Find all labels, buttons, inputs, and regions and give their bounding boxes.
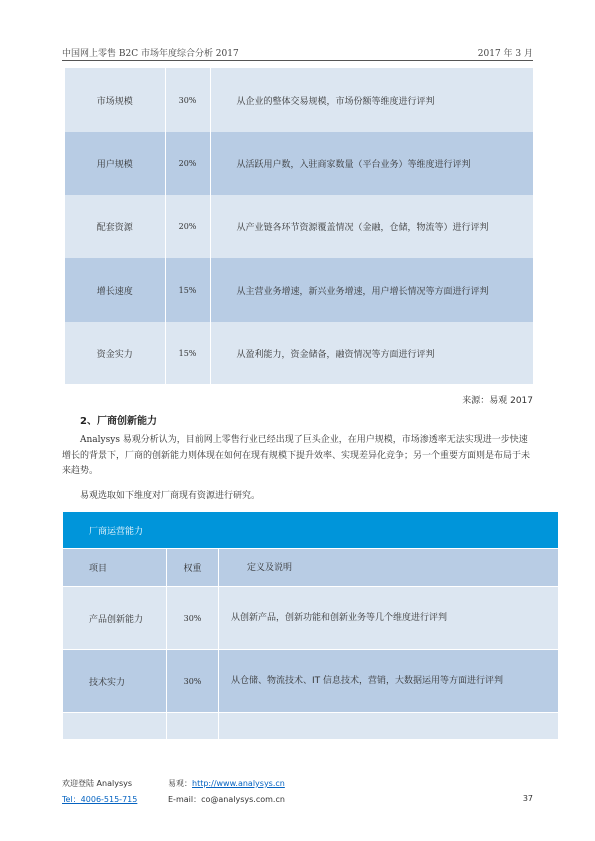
row-weight: 30% — [167, 650, 219, 713]
row-weight: 15% — [165, 258, 210, 322]
header-item: 项目 — [63, 549, 167, 587]
row-weight: 20% — [165, 132, 210, 195]
row-description: 从盈利能力，资金储备，融资情况等方面进行评判 — [210, 322, 533, 384]
row-description: 从主营业务增速，新兴业务增速，用户增长情况等方面进行评判 — [210, 258, 533, 322]
table-row — [63, 650, 559, 713]
row-item: 配套资源 — [65, 195, 165, 258]
header-title: 中国网上零售 B2C 市场年度综合分析 2017 — [62, 49, 239, 59]
website-link[interactable]: http://www.analysys.cn — [192, 779, 285, 788]
row-description: 从企业的整体交易规模，市场份额等维度进行评判 — [210, 68, 533, 132]
row-item: 资金实力 — [65, 322, 165, 384]
table-row — [65, 68, 533, 132]
row-item: 用户规模 — [65, 132, 165, 195]
row-description: 从产业链各环节资源覆盖情况（金融，仓储，物流等）进行评判 — [210, 195, 533, 258]
footer-site-label: 易观： — [168, 779, 192, 788]
evaluation-table-1 — [65, 68, 533, 384]
table-row — [65, 195, 533, 258]
section-paragraph: Analysys 易观分析认为，目前网上零售行业已经出现了巨头企业，在用户规模，市场渗透率无法实现进一步快速增长的背景下，厂商的创新能力则体现在如何在现有规模下提升效率、实现差异化竞争；另一个重要方面则是布局于未来趋势。 — [62, 435, 531, 476]
row-description: 从活跃用户数，入驻商家数量（平台业务）等维度进行评判 — [210, 132, 533, 195]
source-note: 来源：易观 2017 — [462, 396, 533, 406]
phone-link[interactable]: Tel：4006-515-715 — [62, 795, 138, 804]
banner-title: 厂商运营能力 — [63, 512, 559, 549]
table-header-row — [63, 549, 559, 587]
header-weight: 权重 — [167, 549, 219, 587]
evaluation-table-2 — [62, 511, 559, 740]
table-row — [65, 132, 533, 195]
table-row — [65, 258, 533, 322]
row-description: 从创新产品，创新功能和创新业务等几个维度进行评判 — [219, 587, 559, 650]
row-item: 增长速度 — [65, 258, 165, 322]
table-row — [65, 322, 533, 384]
header-date: 2017 年 3 月 — [477, 49, 533, 59]
page-number: 37 — [522, 794, 533, 803]
table-row — [63, 587, 559, 650]
row-item: 产品创新能力 — [63, 587, 167, 650]
footer-email: E-mail：co@analysys.com.cn — [168, 795, 285, 804]
row-weight: 30% — [165, 68, 210, 132]
row-weight: 15% — [165, 322, 210, 384]
table-row-empty — [63, 713, 559, 740]
row-item: 技术实力 — [63, 650, 167, 713]
section-intro: 易观选取如下维度对厂商现有资源进行研究。 — [80, 491, 261, 501]
row-description: 从仓储、物流技术、IT 信息技术，营销，大数据运用等方面进行评判 — [219, 650, 559, 713]
header-description: 定义及说明 — [219, 549, 559, 587]
row-weight: 20% — [165, 195, 210, 258]
section-heading: 2、厂商创新能力 — [80, 416, 157, 427]
row-weight: 30% — [167, 587, 219, 650]
table-banner — [63, 512, 559, 549]
footer-site — [168, 778, 285, 789]
row-item: 市场规模 — [65, 68, 165, 132]
footer-welcome: 欢迎登陆 Analysys — [62, 779, 133, 788]
header-divider — [62, 60, 533, 61]
